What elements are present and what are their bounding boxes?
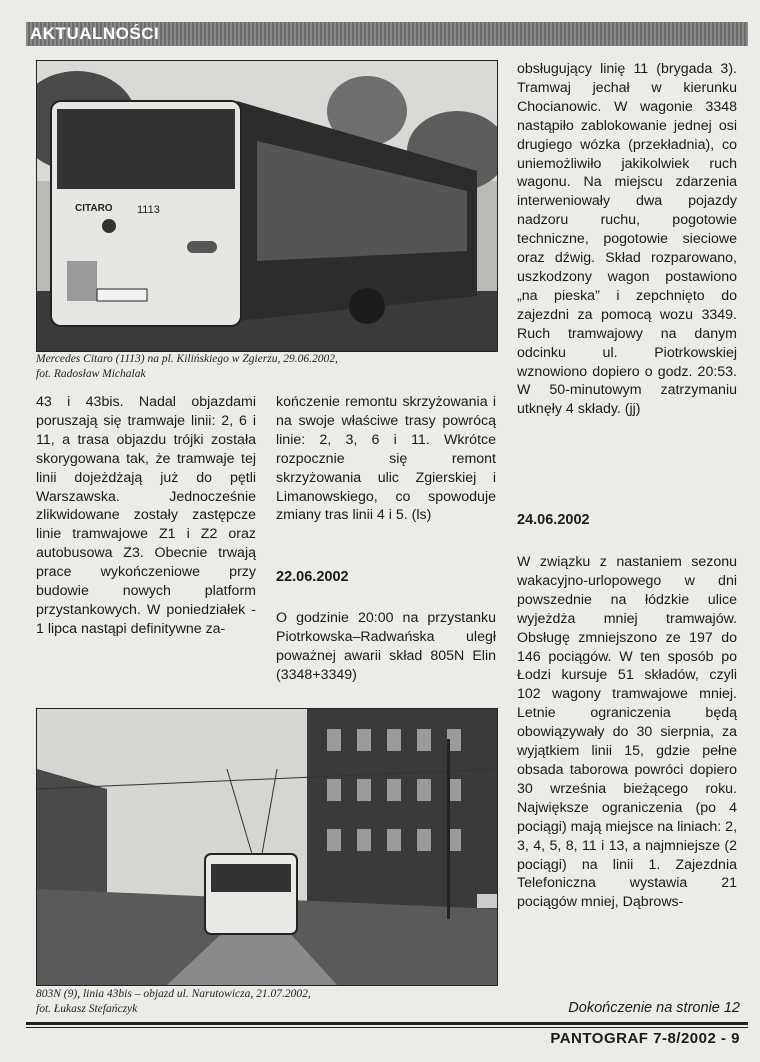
continued-note: Dokończenie na stronie 12 — [568, 1000, 740, 1016]
article-col1 — [36, 393, 256, 639]
bus-brand-label: CITARO — [75, 203, 113, 214]
article-col2 — [276, 393, 496, 525]
photo1-caption — [36, 352, 496, 382]
col1-text: 43 i 43bis. Nadal objazdami poruszają się tramwaje linii: 2, 6 i 11, a trasa objazdu trójki została skorygowana tak, że tramwaje tej linii dojeżdżają już do pętli Warszawska. Jednocześnie zlikwidowane zostały zastępcze linie tramwajowe Z1 i Z2 oraz autobusowa Z3. Obecnie trwają prace wykończeniowe przy budowie nowych platform przystankowych. W poniedziałek - 1 lipca nastąpi definitywne za- — [36, 394, 256, 637]
photo1-caption-line2: fot. Radosław Michalak — [36, 368, 146, 380]
col2-text2: O godzinie 20:00 na przystanku Piotrkowska–Radwańska uległ poważnej awarii skład 805N Elin (3348+3349) — [276, 610, 496, 683]
photo2-caption-line2: fot. Łukasz Stefańczyk — [36, 1003, 138, 1015]
col2-text: kończenie remontu skrzyżowania i na swoje właściwe trasy powrócą linie: 2, 3, 6 i 11. Wkrótce rozpocznie się remont skrzyżowania ulic Zgierskiej i Limanowskiego, co spowoduje zmiany tras linii 4 i 5. (ls) — [276, 394, 496, 524]
col2-date-heading: 22.06.2002 — [276, 569, 349, 585]
bus-number-label: 1113 — [137, 204, 160, 216]
photo2-caption — [36, 987, 496, 1017]
col3-text2: W związku z nastaniem sezonu wakacyjno-urlopowego w dni powszednie na łódzkie ulice wyjeżdża mniej tramwajów. Obsługę zmniejszono ze 197 do 146 pociągów. W ten sposób po Łodzi kursuje 51 składów, czyli 102 wagony tramwajowe mniej. Letnie ograniczenia będą obowiązywały do 30 sierpnia, za wyjątkiem linii 15, gdzie pełne obsada taborowa powróci dopiero 30 września bieżącego roku. Największe ograniczenia (po 4 pociągi) mają miejsce na liniach: 2, 3, 4, 5, 8, 11 i 13, a najmniejsze (2 pociągi) na linii 1. Zajezdnia Telefoniczna wystawia 21 pociągów mniej, Dąbrows- — [517, 554, 738, 911]
bus-photo — [36, 60, 498, 352]
article-col3 — [517, 60, 737, 419]
article-col2-b — [276, 609, 496, 685]
footer-rule-thin — [26, 1027, 748, 1028]
col3-date-heading: 24.06.2002 — [517, 512, 590, 528]
page-footer: PANTOGRAF 7-8/2002 - 9 — [550, 1030, 740, 1047]
footer-rule — [26, 1022, 748, 1025]
col3-text: obsługujący linię 11 (brygada 3). Tramwaj jechał w kierunku Chocianowic. W wagonie 3348 nastąpiło zablokowanie jednej osi drugiego wózka (przekładnia), co uniemożliwiło jakikolwiek ruch wagonu. Na miejscu zdarzenia interweniowały dwa pojazdy nadzoru ruchu, pogotowie techniczne, pogotowie sieciowe oraz dźwig. Skład rozparowano, uszkodzony wagon postawiono „na pieska” i zepchnięto do zajezdni za pomocą wozu 3349. Ruch tramwajowy na danym odcinku ul. Piotrkowskiej wznowiono dopiero o godz. 20:53. W 50-minutowym zatrzymaniu utknęły 4 składy. (jj) — [517, 61, 737, 418]
photo2-caption-line1: 803N (9), linia 43bis – objazd ul. Narutowicza, 21.07.2002, — [36, 988, 311, 1000]
article-col3-b — [517, 553, 737, 912]
tram-photo — [36, 708, 498, 986]
section-title: AKTUALNOŚCI — [30, 24, 160, 43]
photo1-caption-line1: Mercedes Citaro (1113) na pl. Kilińskiego w Zgierzu, 29.06.2002, — [36, 353, 338, 365]
